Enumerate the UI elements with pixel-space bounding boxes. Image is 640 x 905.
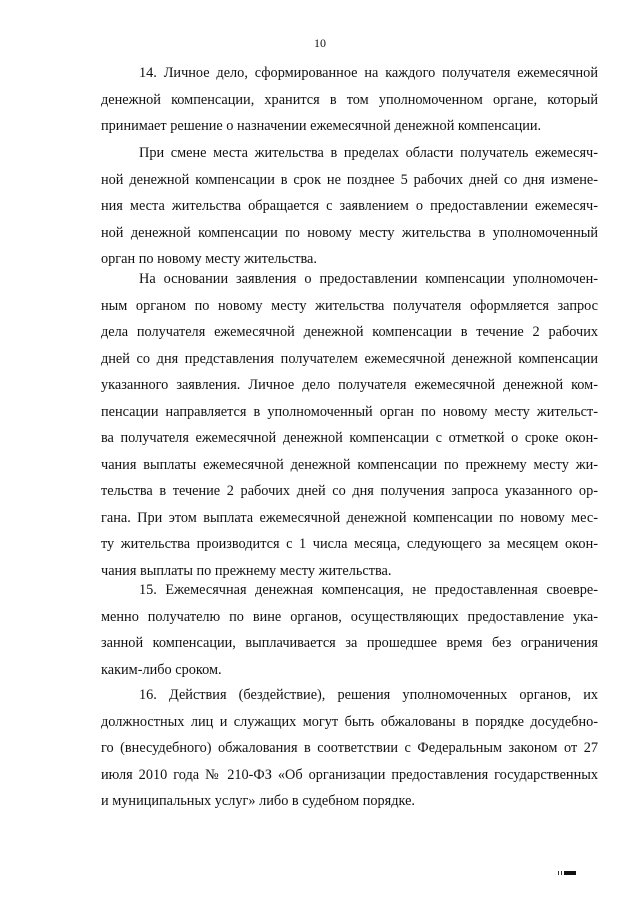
text-line: пенсации направляется в уполномоченный орган по новому месту жительст- xyxy=(101,403,598,420)
text-line: каким-либо сроком. xyxy=(101,661,222,678)
text-line: принимает решение о назначении ежемесячной денежной компенсации. xyxy=(101,118,542,134)
scan-mark-bar xyxy=(564,871,576,875)
text-line: чания выплаты ежемесячной денежной компенсации по прежнему месту жи- xyxy=(101,456,598,473)
paragraph-14 xyxy=(101,60,598,140)
text-line: ту жительства производится с 1 числа месяца, следующего за месяцем окон- xyxy=(101,536,598,552)
text-line: На основании заявления о предоставлении компенсации уполномочен- xyxy=(139,271,598,287)
paragraph-15 xyxy=(101,577,598,683)
text-line: ной денежной компенсации по новому месту жительства в уполномоченный xyxy=(101,224,598,241)
text-line: гана. При этом выплата ежемесячной денежной компенсации по новому мес- xyxy=(101,509,598,526)
text-line: денежной компенсации, хранится в том уполномоченном органе, который xyxy=(101,91,598,108)
text-line: 15. Ежемесячная денежная компенсация, не предоставленная своевре- xyxy=(139,582,598,598)
text-line: ва получателя ежемесячной денежной компенсации с отметкой о сроке окон- xyxy=(101,430,598,446)
scan-mark-tick xyxy=(558,871,559,875)
text-line: го (внесудебного) обжалования в соответствии с Федеральным законом от 27 xyxy=(101,740,598,756)
text-line: ния места жительства обращается с заявлением о предоставлении ежемесяч- xyxy=(101,198,598,214)
text-line: указанного заявления. Личное дело получателя ежемесячной денежной ком- xyxy=(101,377,598,393)
text-line: ной денежной компенсации в срок не позднее 5 рабочих дней со дня измене- xyxy=(101,171,598,188)
text-line: должностных лиц и служащих могут быть обжалованы в порядке досудебно- xyxy=(101,713,598,730)
text-line: 16. Действия (бездействие), решения уполномоченных органов, их xyxy=(139,687,598,703)
text-line: орган по новому месту жительства. xyxy=(101,251,317,267)
paragraph-change-of-residence xyxy=(101,140,598,273)
text-line: тельства в течение 2 рабочих дней со дня получения запроса указанного ор- xyxy=(101,483,598,499)
text-line: дней со дня представления получателем ежемесячной денежной компенсации xyxy=(101,350,598,367)
scan-mark-tick xyxy=(561,871,562,875)
text-line: занной компенсации, выплачивается за прошедшее время без ограничения xyxy=(101,635,598,651)
text-line: чания выплаты по прежнему месту жительства. xyxy=(101,562,392,579)
text-line: При смене места жительства в пределах области получатель ежемесяч- xyxy=(139,145,598,161)
text-line: менно получателю по вине органов, осуществляющих предоставление ука- xyxy=(101,608,598,625)
page-number: 10 xyxy=(314,36,326,50)
text-line: июля 2010 года № 210-ФЗ «Об организации предоставления государственных xyxy=(101,766,598,783)
text-line: ным органом по новому месту жительства получателя оформляется запрос xyxy=(101,297,598,314)
paragraph-16 xyxy=(101,682,598,815)
paragraph-based-on-application xyxy=(101,266,598,584)
text-line: дела получателя ежемесячной денежной компенсации в течение 2 рабочих xyxy=(101,324,598,340)
scan-mark xyxy=(558,871,578,875)
text-line: и муниципальных услуг» либо в судебном порядке. xyxy=(101,793,416,809)
text-line: 14. Личное дело, сформированное на каждого получателя ежемесячной xyxy=(139,65,598,81)
